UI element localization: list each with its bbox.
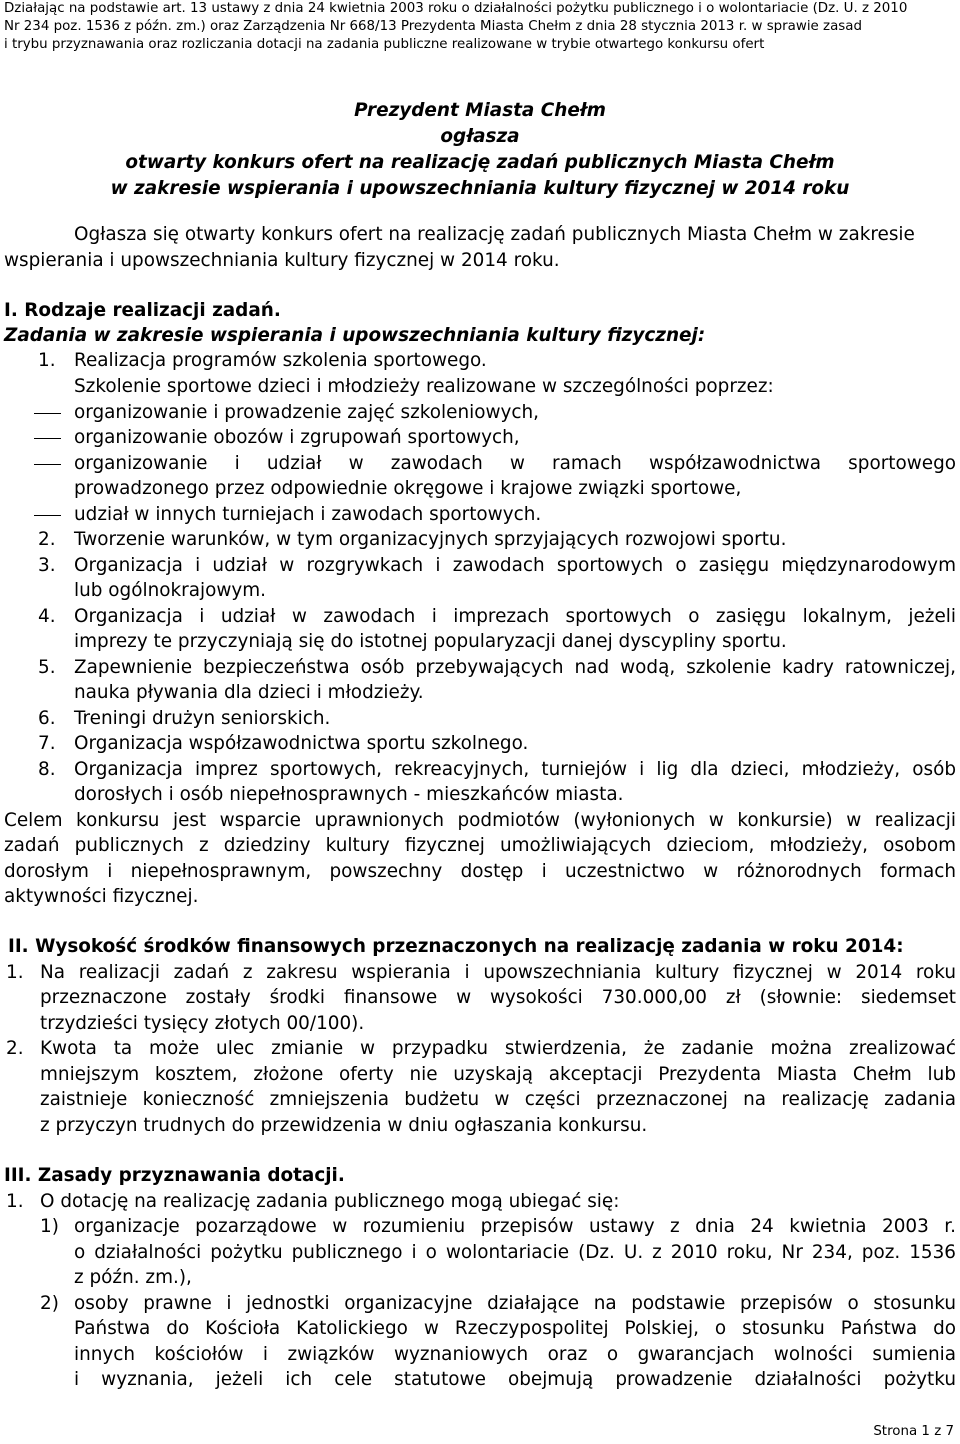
bullet-item: organizowanie i udział w zawodach w ramach współzawodnictwa sportowego (74, 453, 956, 474)
sub-item-cont: z późn. zm.), (74, 1267, 192, 1288)
list-number: 1) (40, 1216, 59, 1237)
sub-item-cont: innych kościołów i związków wyznaniowych oraz o gwarancjach wolności sumienia (74, 1344, 956, 1365)
bullet-item: organizowanie i prowadzenie zajęć szkoleniowych, (74, 402, 540, 423)
goal-paragraph: aktywności fizycznej. (4, 886, 199, 907)
section-heading: III. Zasady przyznawania dotacji. (4, 1165, 345, 1186)
list-item: Organizacja i udział w zawodach i imprezach sportowych o zasięgu lokalnym, jeżeli (74, 606, 956, 627)
list-number: 2. (6, 1038, 24, 1059)
section-heading: I. Rodzaje realizacji zadań. (4, 300, 281, 321)
list-item-cont: mniejszym kosztem, złożone oferty nie uzyskają akceptacji Prezydenta Miasta Chełm lub (40, 1064, 956, 1085)
sub-item-cont: i wyznania, jeżeli ich cele statutowe obejmują prowadzenie działalności pożytku (74, 1369, 956, 1390)
list-number: 5. (38, 657, 56, 678)
list-number: 6. (38, 708, 56, 729)
title-line: w zakresie wspierania i upowszechniania kultury fizycznej w 2014 roku (110, 178, 850, 199)
list-item-cont: lub ogólnokrajowym. (74, 580, 267, 601)
sub-item: osoby prawne i jednostki organizacyjne działające na podstawie przepisów o stosunku (74, 1293, 956, 1314)
list-number: 1. (38, 350, 56, 371)
list-item-cont: z przyczyn trudnych do przewidzenia w dniu ogłaszania konkursu. (40, 1115, 648, 1136)
list-number: 7. (38, 733, 56, 754)
sub-item-cont: o działalności pożytku publicznego i o wolontariacie (Dz. U. z 2010 roku, Nr 234, poz. 1536 (74, 1242, 956, 1263)
list-item-cont: zaistnieje konieczność zmniejszenia budżetu w części przeznaczonej na realizację zadania (40, 1089, 956, 1110)
list-item: Na realizacji zadań z zakresu wspierania i upowszechniania kultury fizycznej w 2014 roku (40, 962, 956, 983)
sub-item: organizacje pozarządowe w rozumieniu przepisów ustawy z dnia 24 kwietnia 2003 r. (74, 1216, 956, 1237)
goal-paragraph: zadań publicznych z dziedziny kultury fizycznej umożliwiających dzieciom, młodzieży, osobom (4, 835, 956, 856)
list-item: Organizacja współzawodnictwa sportu szkolnego. (74, 733, 529, 754)
section-heading: II. Wysokość środków finansowych przeznaczonych na realizację zadania w roku 2014: (8, 936, 904, 957)
header-line: Nr 234 poz. 1536 z późn. zm.) oraz Zarządzenia Nr 668/13 Prezydenta Miasta Chełm z dnia 28 stycznia 2013 r. w sprawie zasad (4, 19, 862, 34)
list-item: O dotację na realizację zadania publicznego mogą ubiegać się: (40, 1191, 620, 1212)
list-item: Zapewnienie bezpieczeństwa osób przebywających nad wodą, szkolenie kadry ratowniczej, (74, 657, 956, 678)
list-item-lead: Szkolenie sportowe dzieci i młodzieży realizowane w szczególności poprzez: (74, 376, 774, 397)
list-item: Kwota ta może ulec zmianie w przypadku stwierdzenia, że zadanie można zrealizować (40, 1038, 956, 1059)
goal-paragraph: dorosłym i niepełnosprawnym, powszechny dostęp i uczestnictwo w różnorodnych formach (4, 861, 956, 882)
intro-line: Ogłasza się otwarty konkurs ofert na realizację zadań publicznych Miasta Chełm w zakresie (74, 224, 915, 245)
page-title (0, 98, 960, 202)
dash-bullet (34, 515, 61, 516)
page-number: Strona 1 z 7 (873, 1424, 954, 1439)
bullet-item: udział w innych turniejach i zawodach sportowych. (74, 504, 542, 525)
list-item: Treningi drużyn seniorskich. (74, 708, 331, 729)
goal-paragraph: Celem konkursu jest wsparcie uprawnionych podmiotów (wyłonionych w konkursie) w realizacji (4, 810, 956, 831)
list-number: 3. (38, 555, 56, 576)
list-number: 4. (38, 606, 56, 627)
list-number: 1. (6, 962, 24, 983)
list-number: 8. (38, 759, 56, 780)
legal-basis-header (4, 0, 960, 54)
list-item: Realizacja programów szkolenia sportowego. (74, 350, 487, 371)
header-line: i trybu przyznawania oraz rozliczania dotacji na zadania publiczne realizowane w trybie otwartego konkursu ofert (4, 37, 765, 52)
title-line: ogłasza (440, 126, 520, 147)
title-line: otwarty konkurs ofert na realizację zadań publicznych Miasta Chełm (125, 152, 835, 173)
list-item: Organizacja imprez sportowych, rekreacyjnych, turniejów i lig dla dzieci, młodzieży, osób (74, 759, 956, 780)
list-item-cont: imprezy te przyczyniają się do istotnej popularyzacji danej dyscypliny sportu. (74, 631, 787, 652)
list-item-cont: dorosłych i osób niepełnosprawnych - mieszkańców miasta. (74, 784, 624, 805)
bullet-item-cont: prowadzonego przez odpowiednie okręgowe i krajowe związki sportowe, (74, 478, 742, 499)
dash-bullet (34, 413, 61, 414)
header-line: Działając na podstawie art. 13 ustawy z dnia 24 kwietnia 2003 roku o działalności pożytku publicznego i o wolontariacie (Dz. U. z 2010 (4, 1, 908, 16)
dash-bullet (34, 464, 61, 465)
list-item-cont: przeznaczone zostały środki finansowe w wysokości 730.000,00 zł (słownie: siedemset (40, 987, 956, 1008)
title-line: Prezydent Miasta Chełm (354, 100, 606, 121)
list-item: Organizacja i udział w rozgrywkach i zawodach sportowych o zasięgu międzynarodowym (74, 555, 956, 576)
dash-bullet (34, 438, 61, 439)
list-item-cont: nauka pływania dla dzieci i młodzieży. (74, 682, 424, 703)
sub-item-cont: Państwa do Kościoła Katolickiego w Rzeczypospolitej Polskiej, o stosunku Państwa do (74, 1318, 956, 1339)
intro-line: wspierania i upowszechniania kultury fizycznej w 2014 roku. (4, 250, 560, 271)
bullet-item: organizowanie obozów i zgrupowań sportowych, (74, 427, 520, 448)
list-number: 1. (6, 1191, 24, 1212)
list-number: 2. (38, 529, 56, 550)
list-item-cont: trzydzieści tysięcy złotych 00/100). (40, 1013, 365, 1034)
section-subheading: Zadania w zakresie wspierania i upowszechniania kultury fizycznej: (4, 325, 706, 346)
list-number: 2) (40, 1293, 59, 1314)
list-item: Tworzenie warunków, w tym organizacyjnych sprzyjających rozwojowi sportu. (74, 529, 787, 550)
